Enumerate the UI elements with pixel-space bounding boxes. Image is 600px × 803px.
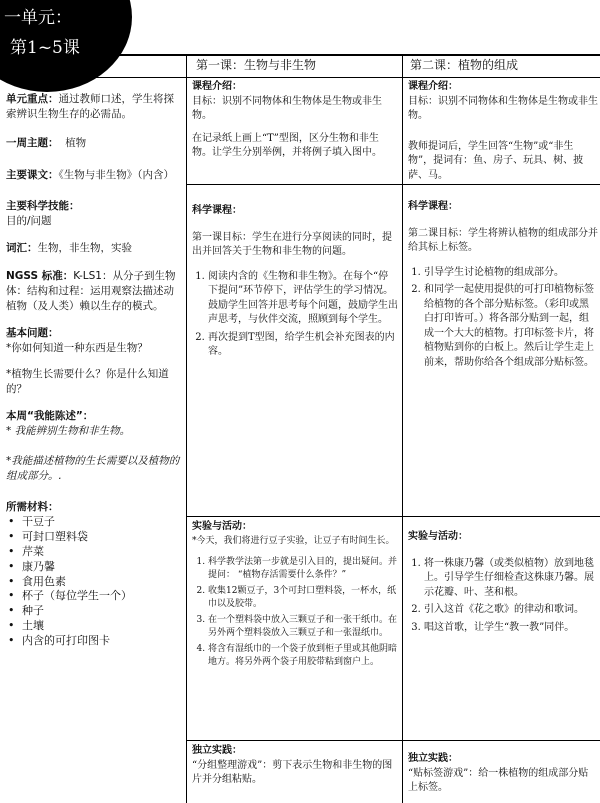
texts-text: 《生物与非生物》（内含）	[58, 168, 174, 181]
questions-label: 基本问题：	[6, 327, 59, 340]
focus-label: 单元重点：	[6, 93, 59, 105]
unit-overview	[6, 92, 182, 649]
theme-label: 一周主题：	[6, 137, 59, 150]
list-item: • 内含的可打印图卡	[6, 634, 182, 649]
lesson2-science-label: 科学课程：	[408, 201, 458, 212]
lesson1-lab-label: 实验与活动：	[192, 521, 252, 532]
lesson2-intro-label: 课程介绍：	[408, 81, 458, 92]
lesson2-science	[408, 200, 598, 373]
can-do-1: * 我能辨别生物和非生物。	[6, 425, 131, 438]
lesson1-lab	[192, 520, 398, 672]
theme-text: 植物	[65, 137, 87, 150]
list-item: 2. 再次提到T型图，给学生机会补充图表的内容。	[208, 331, 398, 360]
lesson1-intro-activity: 在记录纸上画上“T”型图，区分生物和非生物。让学生分别举例，并将例子填入图中。	[192, 132, 382, 158]
lesson2-practice-text: “贴标签游戏”：给一株植物的组成部分贴上标签。	[408, 767, 589, 793]
lesson1-practice-text: “分组整理游戏”：剪下表示生物和非生物的图片并分组粘贴。	[192, 759, 393, 785]
skills-label: 主要科学技能：	[6, 199, 80, 212]
lesson2-lab-steps	[408, 557, 598, 636]
lesson2-intro-goal: 目标：识别不同物体和生物体是生物或非生物。	[408, 95, 598, 121]
lesson2-science-steps	[408, 266, 598, 371]
list-item: • 种子	[6, 604, 182, 619]
lesson1-lab-steps	[192, 556, 398, 669]
lesson1-intro	[192, 80, 398, 161]
lesson1-practice	[192, 744, 398, 788]
lesson1-science	[192, 204, 398, 363]
focus-text: 通过教师口述，学生将探索辨识生物生存的必需品。	[6, 93, 174, 121]
list-item: 1. 科学教学法第一步就是引入目的，提出疑问。并提问： “植物存活需要什么条件？”	[208, 556, 398, 582]
list-item: • 可封口塑料袋	[6, 530, 182, 545]
list-item: 2. 和同学一起使用提供的可打印植物标签给植物的各个部分贴标签。（彩印或黑白打印皆可。）将各部分贴到一起，组成一个大大的植物。打印标签卡片，将植物贴到你的白板上。然后让学生走上前来，帮助你给各个组成部分贴标签。	[424, 283, 598, 370]
list-item: 2. 引入这首《花之歌》的律动和歌词。	[424, 603, 598, 618]
top-rule	[100, 54, 600, 56]
lesson1-lab-intro: *今天，我们将进行豆子实验，让豆子有时间生长。	[192, 535, 395, 546]
ngss-text: K-LS1：从分子到生物体：结构和过程：运用观察法描述动植物（及人类）赖以生存的模式。	[6, 269, 176, 312]
list-item: • 干豆子	[6, 515, 182, 530]
row-rule-1	[186, 184, 600, 185]
list-item: • 食用色素	[6, 575, 182, 590]
list-item: 1. 引导学生讨论植物的组成部分。	[424, 266, 598, 281]
lesson1-intro-label: 课程介绍：	[192, 81, 242, 92]
lesson2-intro	[408, 80, 598, 183]
list-item: • 芹菜	[6, 545, 182, 560]
texts-label: 主要课文：	[6, 168, 59, 181]
row-rule-2	[186, 516, 600, 517]
question-2: *植物生长需要什么？你是什么知道的？	[6, 367, 169, 395]
lesson1-intro-goal: 目标：识别不同物体和生物体是生物或非生物。	[192, 95, 382, 121]
lesson1-practice-label: 独立实践：	[192, 745, 242, 756]
lesson1-header: 第一课：生物与非生物	[196, 58, 317, 72]
list-item: • 康乃馨	[6, 560, 182, 575]
materials-list	[6, 515, 182, 649]
lesson2-lab	[408, 530, 598, 638]
divider-right	[402, 54, 403, 803]
list-item: 2. 收集12颗豆子，3个可封口塑料袋，一杯水，纸巾以及胶带。	[208, 585, 398, 611]
list-item: • 土壤	[6, 619, 182, 634]
list-item: 1. 将一株康乃馨（或类似植物）放到地毯上。引导学生仔细检查这株康乃馨。展示花瓣、叶、茎和根。	[424, 557, 598, 601]
lesson2-header: 第二课：植物的组成	[410, 58, 519, 72]
unit-title: 一单元：	[4, 8, 72, 28]
list-item: • 杯子（每位学生一个）	[6, 589, 182, 604]
list-item: 4. 将含有湿纸巾的一个袋子放到柜子里或其他阴暗地方。将另外两个袋子用胶带粘到窗户上。	[208, 643, 398, 669]
list-item: 3. 唱这首歌，让学生“教一教”同伴。	[424, 621, 598, 636]
ngss-label: NGSS 标准：	[6, 269, 74, 282]
divider-left	[186, 54, 187, 803]
lesson2-science-goal: 第二课目标：学生将辨认植物的组成部分并给其标上标签。	[408, 227, 598, 253]
unit-badge	[0, 0, 132, 92]
can-do-label: 本周“我能陈述”：	[6, 410, 94, 423]
lesson2-lab-label: 实验与活动：	[408, 531, 468, 542]
lesson2-practice	[408, 752, 598, 796]
list-item: 1. 阅读内含的《生物和非生物》。在每个“停下提问”环节停下，评估学生的学习情况。 鼓励学生回答并思考每个问题，鼓励学生出声思考，与伙伴交流，照顾到每个学生。	[208, 270, 398, 328]
list-item: 3. 在一个塑料袋中放入三颗豆子和一张干纸巾。在另外两个塑料袋放入三颗豆子和一张湿纸巾。	[208, 614, 398, 640]
question-1: *你如何知道一种东西是生物？	[6, 342, 148, 355]
lesson2-practice-label: 独立实践：	[408, 753, 458, 764]
materials-label: 所需材料：	[6, 500, 59, 513]
lesson2-intro-activity: 教师提词后，学生回答“生物”或“非生物”，提词有：鱼、房子、玩具、树、披萨、马。	[408, 140, 584, 181]
skills-text: 目的/问题	[6, 215, 52, 228]
vocab-label: 词汇：	[6, 242, 38, 255]
unit-lessons: 第1~5课	[10, 38, 80, 58]
lesson1-science-steps	[192, 270, 398, 360]
row-rule-3	[186, 740, 600, 741]
can-do-2: *我能描述植物的生长需要以及植物的组成部分。.	[6, 454, 180, 482]
vocab-text: 生物，非生物，实验	[37, 242, 132, 255]
lesson1-science-goal: 第一课目标：学生在进行分享阅读的同时，提出并回答关于生物和非生物的问题。	[192, 231, 392, 257]
lesson1-science-label: 科学课程：	[192, 205, 242, 216]
